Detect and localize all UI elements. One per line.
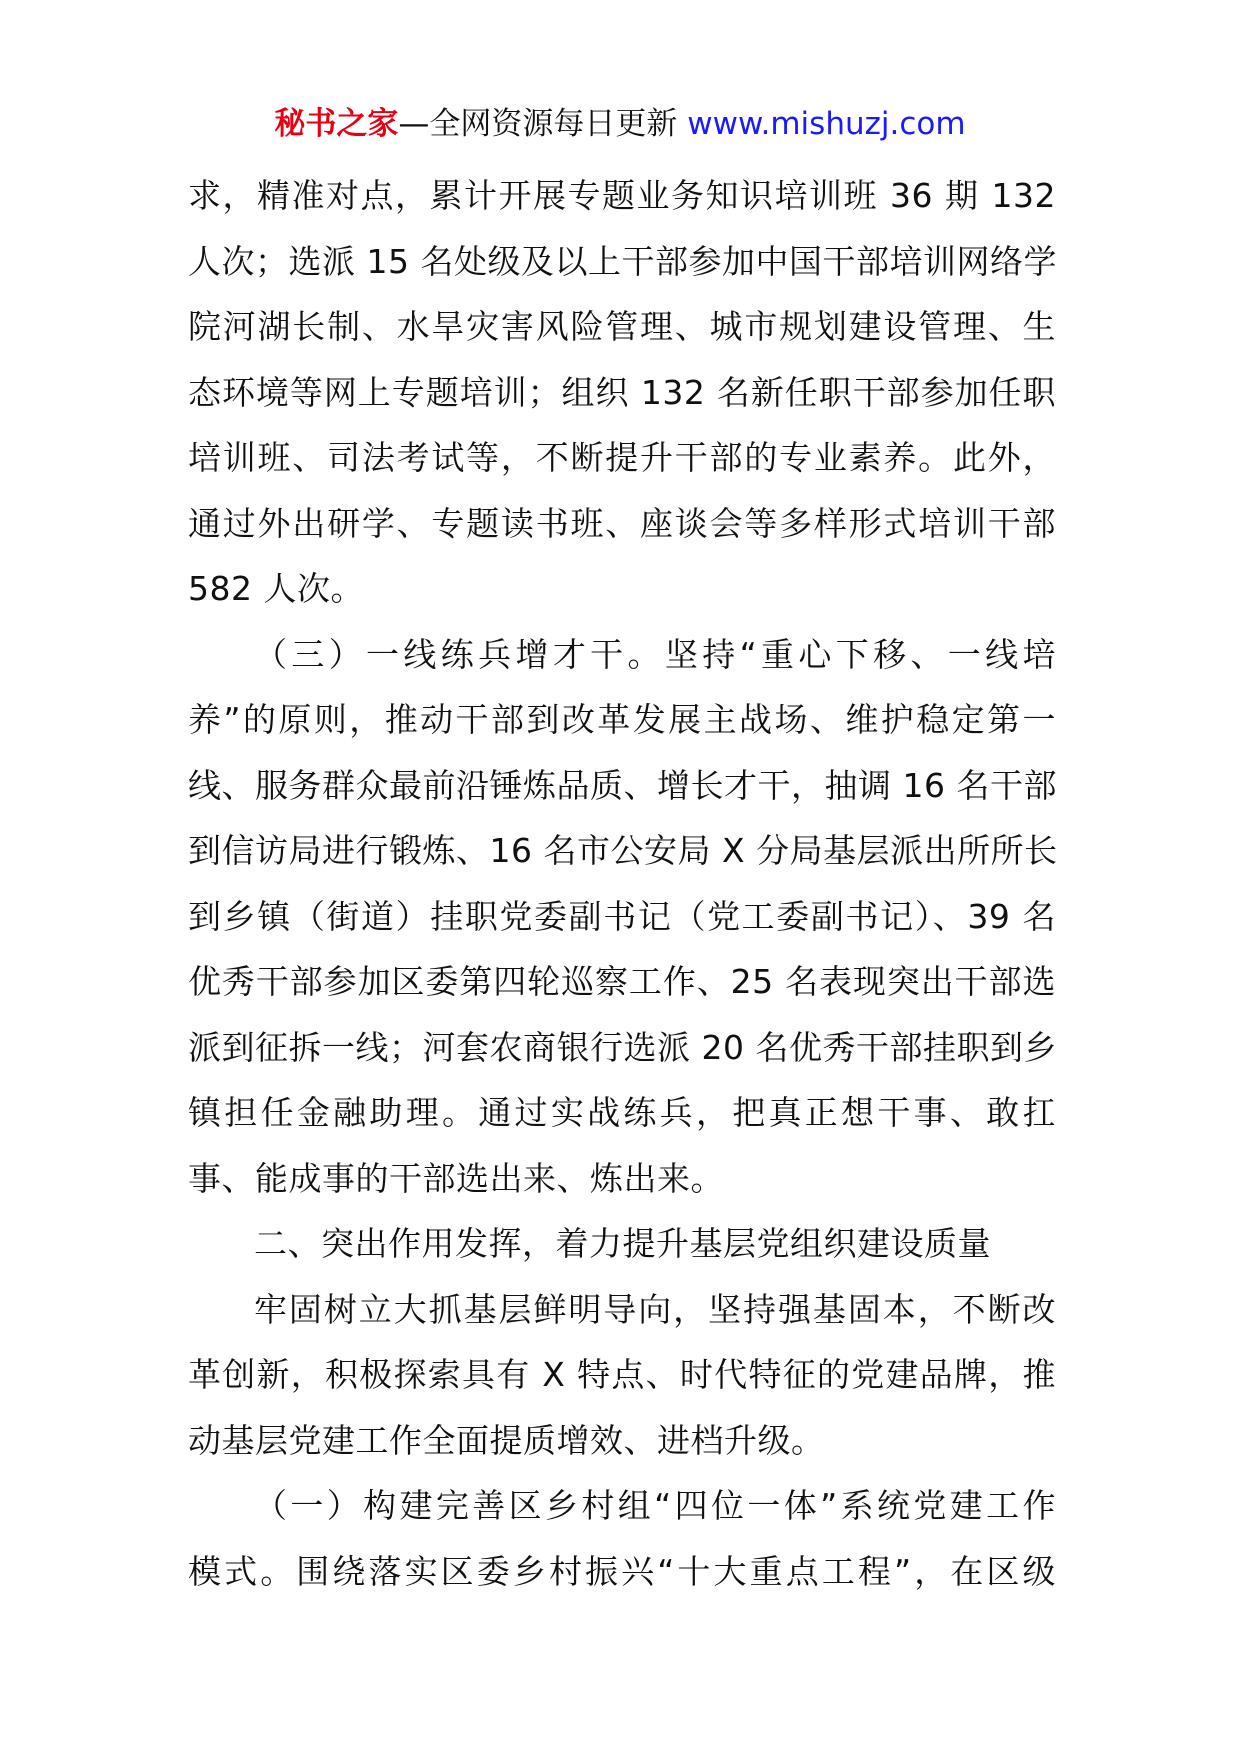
text-line: 态环境等网上专题培训；组织 132 名新任职干部参加任职 [188, 372, 1056, 412]
text-line: 到乡镇（街道）挂职党委副书记（党工委副书记）、39 名 [188, 896, 1056, 936]
text-line: 院河湖长制、水旱灾害风险管理、城市规划建设管理、生 [188, 307, 1056, 346]
text-line: 582 人次。 [188, 569, 364, 608]
page-header [0, 102, 1240, 146]
text-line: 求，精准对点，累计开展专题业务知识培训班 36 期 132 [188, 176, 1056, 215]
document-body [188, 163, 1056, 1604]
section-heading: 二、突出作用发挥，着力提升基层党组织建设质量 [254, 1224, 991, 1263]
header-tagline: —全网资源每日更新 [398, 106, 688, 142]
header-brand: 秘书之家 [274, 106, 399, 142]
header-url-link[interactable]: www.mishuzj.com [687, 106, 966, 142]
text-line: 养”的原则，推动干部到改革发展主战场、维护稳定第一 [188, 700, 1056, 739]
text-line: 派到征拆一线；河套农商银行选派 20 名优秀干部挂职到乡 [188, 1027, 1057, 1067]
text-line: 镇担任金融助理。通过实战练兵，把真正想干事、敢扛 [188, 1093, 1056, 1132]
text-line: 线、服务群众最前沿锤炼品质、增长才干，抽调 16 名干部 [188, 765, 1057, 805]
text-line: （一）构建完善区乡村组“四位一体”系统党建工作 [254, 1486, 1056, 1525]
text-line: 事、能成事的干部选出来、炼出来。 [188, 1158, 724, 1198]
text-line: 优秀干部参加区委第四轮巡察工作、25 名表现突出干部选 [188, 962, 1056, 1001]
text-line: （三）一线练兵增才干。坚持“重心下移、一线培 [254, 634, 1056, 674]
text-line: 动基层党建工作全面提质增效、进档升级。 [188, 1420, 825, 1460]
text-line: 牢固树立大抓基层鲜明导向，坚持强基固本，不断改 [254, 1289, 1056, 1329]
text-line: 模式。围绕落实区委乡村振兴“十大重点工程”，在区级 [188, 1551, 1056, 1591]
text-line: 人次；选派 15 名处级及以上干部参加中国干部培训网络学 [188, 241, 1057, 281]
text-line: 培训班、司法考试等，不断提升干部的专业素养。此外， [188, 438, 1056, 477]
text-line: 通过外出研学、专题读书班、座谈会等多样形式培训干部 [188, 503, 1056, 543]
text-line: 革创新，积极探索具有 X 特点、时代特征的党建品牌，推 [188, 1355, 1056, 1394]
text-line: 到信访局进行锻炼、16 名市公安局 X 分局基层派出所所长 [188, 831, 1058, 870]
